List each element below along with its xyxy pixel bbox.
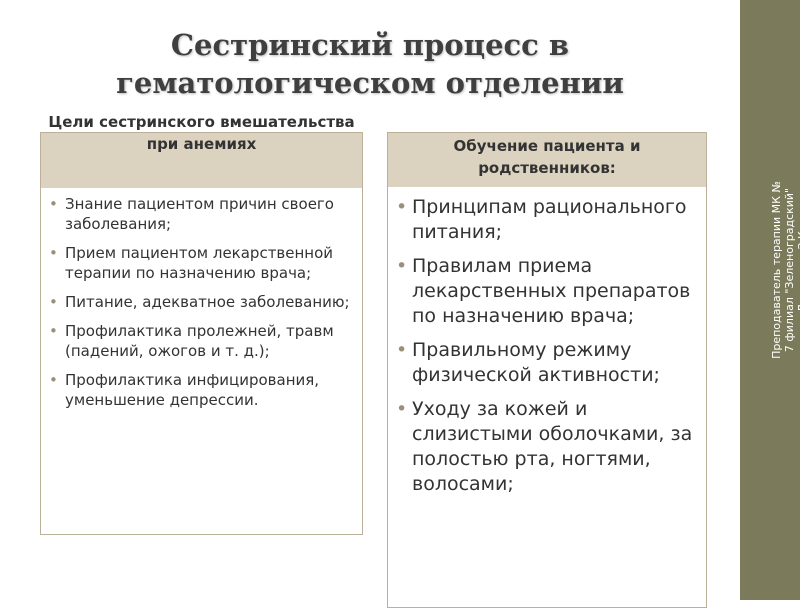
bullet-icon: •	[49, 293, 58, 311]
bullet-icon: •	[49, 322, 58, 340]
list-item-text: Правилам приема лекарственных препаратов по назначению врача;	[412, 255, 691, 327]
bullet-icon: •	[396, 255, 408, 277]
left-column-heading-text: Цели сестринского вмешательства при анемиях	[48, 113, 355, 153]
list-item-text: Профилактика инфицирования, уменьшение депрессии.	[65, 371, 320, 409]
list-item	[396, 397, 696, 497]
list-item	[49, 194, 352, 234]
list-item-text: Принципам рационального питания;	[412, 196, 687, 243]
left-column	[40, 113, 363, 535]
author-credit	[770, 120, 809, 420]
right-column-heading-text: Обучение пациента и родственников:	[453, 137, 641, 177]
left-column-body	[40, 188, 363, 535]
list-item-text: Питание, адекватное заболеванию;	[65, 293, 350, 311]
left-bullet-list	[41, 188, 362, 410]
bullet-icon: •	[396, 196, 408, 218]
list-item-text: Знание пациентом причин своего заболевания;	[65, 195, 334, 233]
list-item	[49, 292, 352, 312]
list-item	[49, 370, 352, 410]
list-item	[396, 338, 696, 388]
list-item	[396, 195, 696, 245]
right-column-heading	[387, 132, 707, 187]
bullet-icon: •	[49, 244, 58, 262]
list-item	[396, 254, 696, 329]
bullet-icon: •	[49, 195, 58, 213]
list-item-text: Уходу за кожей и слизистыми оболочками, за полостью рта, ногтями, волосами;	[412, 398, 693, 495]
list-item-text: Прием пациентом лекарственной терапии по назначению врача;	[65, 244, 334, 282]
bullet-icon: •	[49, 371, 58, 389]
author-credit-line: Деношева З.К.	[796, 227, 809, 313]
bullet-icon: •	[396, 398, 408, 420]
author-credit-line: 7 филиал "Зеленоградский"	[783, 187, 796, 353]
author-credit-line: Преподаватель терапии МК №	[770, 181, 783, 359]
bullet-icon: •	[396, 339, 408, 361]
list-item-text: Профилактика пролежней, травм (падений, ожогов и т. д.);	[65, 322, 334, 360]
list-item	[49, 243, 352, 283]
list-item-text: Правильному режиму физической активности;	[412, 339, 660, 386]
right-column-body	[387, 187, 707, 608]
list-item	[49, 321, 352, 361]
slide-title: Сестринский процесс в гематологическом отделении	[116, 28, 624, 100]
right-column	[387, 132, 707, 608]
left-column-heading	[40, 113, 363, 188]
right-bullet-list	[388, 187, 706, 497]
